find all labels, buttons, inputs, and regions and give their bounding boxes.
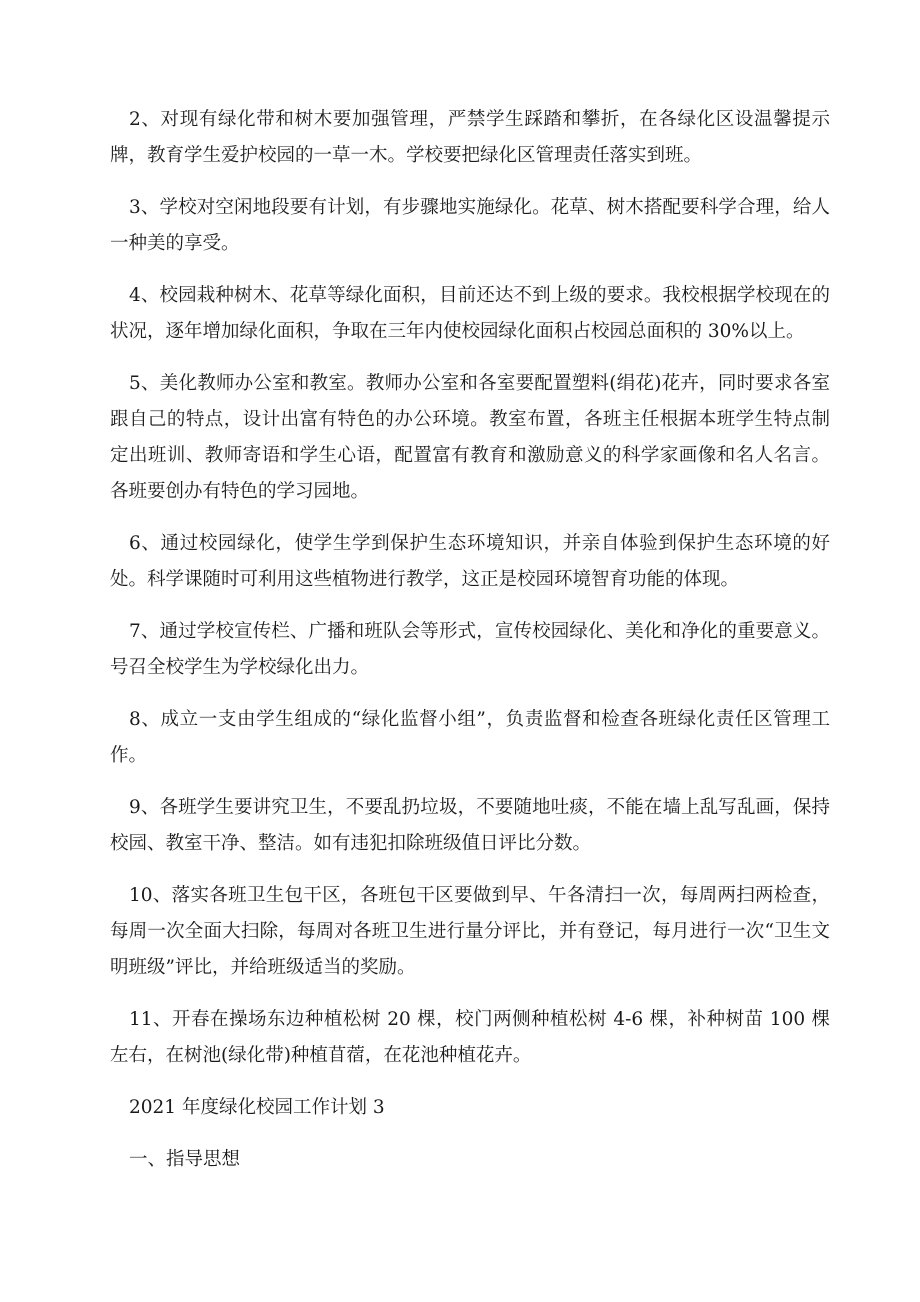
paragraph-item-2: 2、对现有绿化带和树木要加强管理，严禁学生踩踏和攀折，在各绿化区设温馨提示牌，教育学生爱护校园的一草一木。学校要把绿化区管理责任落实到班。 [110,109,830,166]
paragraph-item-10: 10、落实各班卫生包干区，各班包干区要做到早、午各清扫一次，每周两扫两检查，每周一次全面大扫除，每周对各班卫生进行量分评比，并有登记，每月进行一次“卫生文明班级”评比，并给班级适当的奖励。 [110,885,830,978]
paragraph-item-11: 11、开春在操场东边种植松树 20 棵，校门两侧种植松树 4-6 棵，补种树苗 100 棵左右，在树池(绿化带)种植苜蓿，在花池种植花卉。 [110,1009,830,1066]
paragraph-item-3: 3、学校对空闲地段要有计划，有步骤地实施绿化。花草、树木搭配要科学合理，给人一种美的享受。 [110,197,830,254]
paragraph-item-8: 8、成立一支由学生组成的“绿化监督小组”，负责监督和检查各班绿化责任区管理工作。 [110,709,830,766]
paragraph-item-9: 9、各班学生要讲究卫生，不要乱扔垃圾，不要随地吐痰，不能在墙上乱写乱画，保持校园、教室干净、整洁。如有违犯扣除班级值日评比分数。 [110,797,830,854]
section-heading: 一、指导思想 [129,1149,241,1170]
paragraph-item-7: 7、通过学校宣传栏、广播和班队会等形式，宣传校园绿化、美化和净化的重要意义。号召全校学生为学校绿化出力。 [110,621,830,678]
paragraph-item-5: 5、美化教师办公室和教室。教师办公室和各室要配置塑料(绢花)花卉，同时要求各室跟自己的特点，设计出富有特色的办公环境。教室布置，各班主任根据本班学生特点制定出班训、教师寄语和学生心语，配置富有教育和激励意义的科学家画像和名人名言。各班要创办有特色的学习园地。 [110,373,830,502]
paragraph-item-4: 4、校园栽种树木、花草等绿化面积，目前还达不到上级的要求。我校根据学校现在的状况，逐年增加绿化面积，争取在三年内使校园绿化面积占校园总面积的 30%以上。 [110,285,830,342]
document-body [110,102,830,1194]
paragraph-item-6: 6、通过校园绿化，使学生学到保护生态环境知识，并亲自体验到保护生态环境的好处。科学课随时可利用这些植物进行教学，这正是校园环境智育功能的体现。 [110,533,830,590]
section-title: 2021 年度绿化校园工作计划 3 [129,1097,385,1118]
